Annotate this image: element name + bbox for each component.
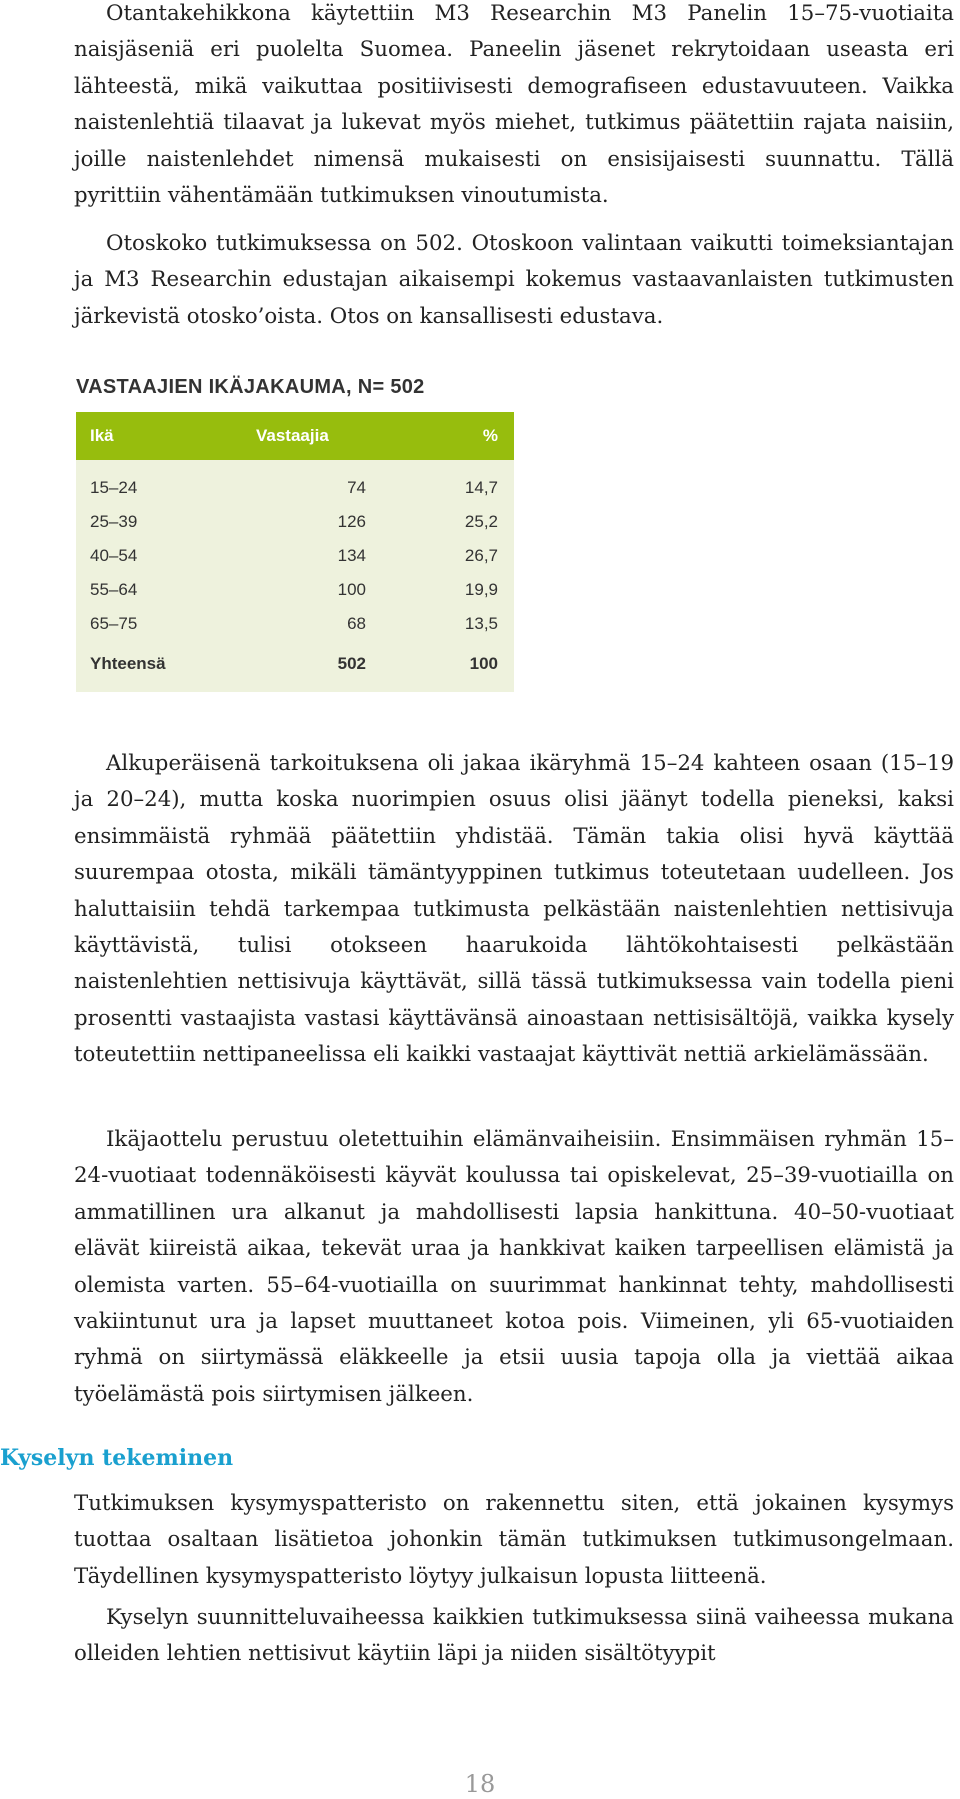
cell-percent: 26,7 <box>464 546 498 565</box>
header-percent: % <box>482 426 498 445</box>
cell-percent: 14,7 <box>464 478 498 497</box>
cell-percent: 19,9 <box>464 580 498 599</box>
total-label: Yhteensä <box>90 654 166 673</box>
paragraph-age-grouping: Alkuperäisenä tarkoituksena oli jakaa ikäryhmä 15–24 kahteen osaan (15–19 ja 20–24), mutta koska nuorimpien osuus olisi jäänyt todella pieneksi, kaksi ensimmäistä ryhmää päätettiin yhdistää. Tämän takia olisi hyvä käyttää suurempaa otosta, mikäli tämäntyyppinen tutkimus toteutetaan uudelleen. Jos haluttaisiin tehdä tarkempaa tutkimusta pelkästään naistenlehtien nettisivuja käyttävistä, tulisi otokseen haarukoida lähtökohtaisesti pelkästään naistenlehtien nettisivuja käyttävät, sillä tässä tutkimuksessa vain todella pieni prosentti vastaajista vastasi käyttävänsä ainoastaan nettisisältöjä, vaikka kysely toteutettiin nettipaneelissa eli kaikki vastaajat käyttivät nettiä arkielämässään. <box>74 751 954 1068</box>
age-distribution-table <box>76 412 514 692</box>
paragraph-sample-size: Otoskoko tutkimuksessa on 502. Otoskoon valintaan vaikutti toimeksiantajan ja M3 Researchin edustajan aikaisempi kokemus vastaavanlaisten tutkimusten järkevistä otosko’oista. Otos on kansallisesti edustava. <box>74 231 954 329</box>
cell-percent: 25,2 <box>464 512 498 531</box>
paragraph-sampling-frame: Otantakehikkona käytettiin M3 Researchin M3 Panelin 15–75-vuotiaita naisjäseniä eri puolelta Suomea. Paneelin jäsenet rekrytoidaan useasta eri lähteestä, mikä vaikuttaa positiivisesti demografiseen edustavuuteen. Vaikka naistenlehtiä tilaavat ja lukevat myös miehet, tutkimus päätettiin rajata naisiin, joille naistenlehdet nimensä mukaisesti on ensisijaisesti suunnattu. Tällä pyrittiin vähentämään tutkimuksen vinoutumista. <box>74 1 954 209</box>
cell-respondents: 74 <box>347 478 366 497</box>
table-row <box>76 572 514 606</box>
section-heading: Kyselyn tekeminen <box>0 1445 234 1471</box>
total-percent: 100 <box>469 654 498 673</box>
cell-respondents: 68 <box>347 614 366 633</box>
paragraph-life-stages: Ikäjaottelu perustuu oletettuihin elämänvaiheisiin. Ensimmäisen ryhmän 15–24-vuotiaat todennäköisesti käyvät koulussa tai opiskelevat, 25–39-vuotiailla on ammatillinen ura alkanut ja mahdollisesti lapsia hankittuna. 40–50-vuotiaat elävät kiireistä aikaa, tekevät uraa ja hankkivat kaiken tarpeellisen elämistä ja olemista varten. 55–64-vuotiailla on suurimmat hankinnat tehty, mahdollisesti vakiintunut ura ja lapset muuttaneet kotoa pois. Viimeinen, yli 65-vuotiaiden ryhmä on siirtymässä eläkkeelle ja etsii uusia tapoja olla ja viettää aikaa työelämästä pois siirtymisen jälkeen. <box>74 1127 954 1407</box>
table-row <box>76 470 514 504</box>
table-row <box>76 538 514 572</box>
table-row <box>76 504 514 538</box>
paragraph-survey-planning: Kyselyn suunnitteluvaiheessa kaikkien tutkimuksessa siinä vaiheessa mukana olleiden lehtien nettisivut käytiin läpi ja niiden sisältötyypit <box>74 1605 954 1667</box>
cell-age: 40–54 <box>90 546 138 565</box>
total-respondents: 502 <box>337 654 366 673</box>
header-age: Ikä <box>90 426 114 445</box>
table-header-row <box>76 412 514 460</box>
table-row <box>76 606 514 640</box>
cell-respondents: 126 <box>337 512 366 531</box>
cell-age: 15–24 <box>90 478 138 497</box>
cell-respondents: 100 <box>337 580 366 599</box>
cell-age: 25–39 <box>90 512 138 531</box>
cell-age: 55–64 <box>90 580 138 599</box>
table-total-row <box>76 646 514 680</box>
cell-percent: 13,5 <box>464 614 498 633</box>
paragraph-questionnaire: Tutkimuksen kysymyspatteristo on rakennettu siten, että jokainen kysymys tuottaa osaltaan lisätietoa johonkin tämän tutkimuksen tutkimusongelmaan. Täydellinen kysymyspatteristo löytyy julkaisun lopusta liitteenä. <box>74 1491 954 1589</box>
cell-age: 65–75 <box>90 614 138 633</box>
page-number: 18 <box>464 1770 496 1798</box>
cell-respondents: 134 <box>337 546 366 565</box>
header-respondents: Vastaajia <box>256 426 329 445</box>
table-title: VASTAAJIEN IKÄJAKAUMA, N= 502 <box>76 376 425 398</box>
